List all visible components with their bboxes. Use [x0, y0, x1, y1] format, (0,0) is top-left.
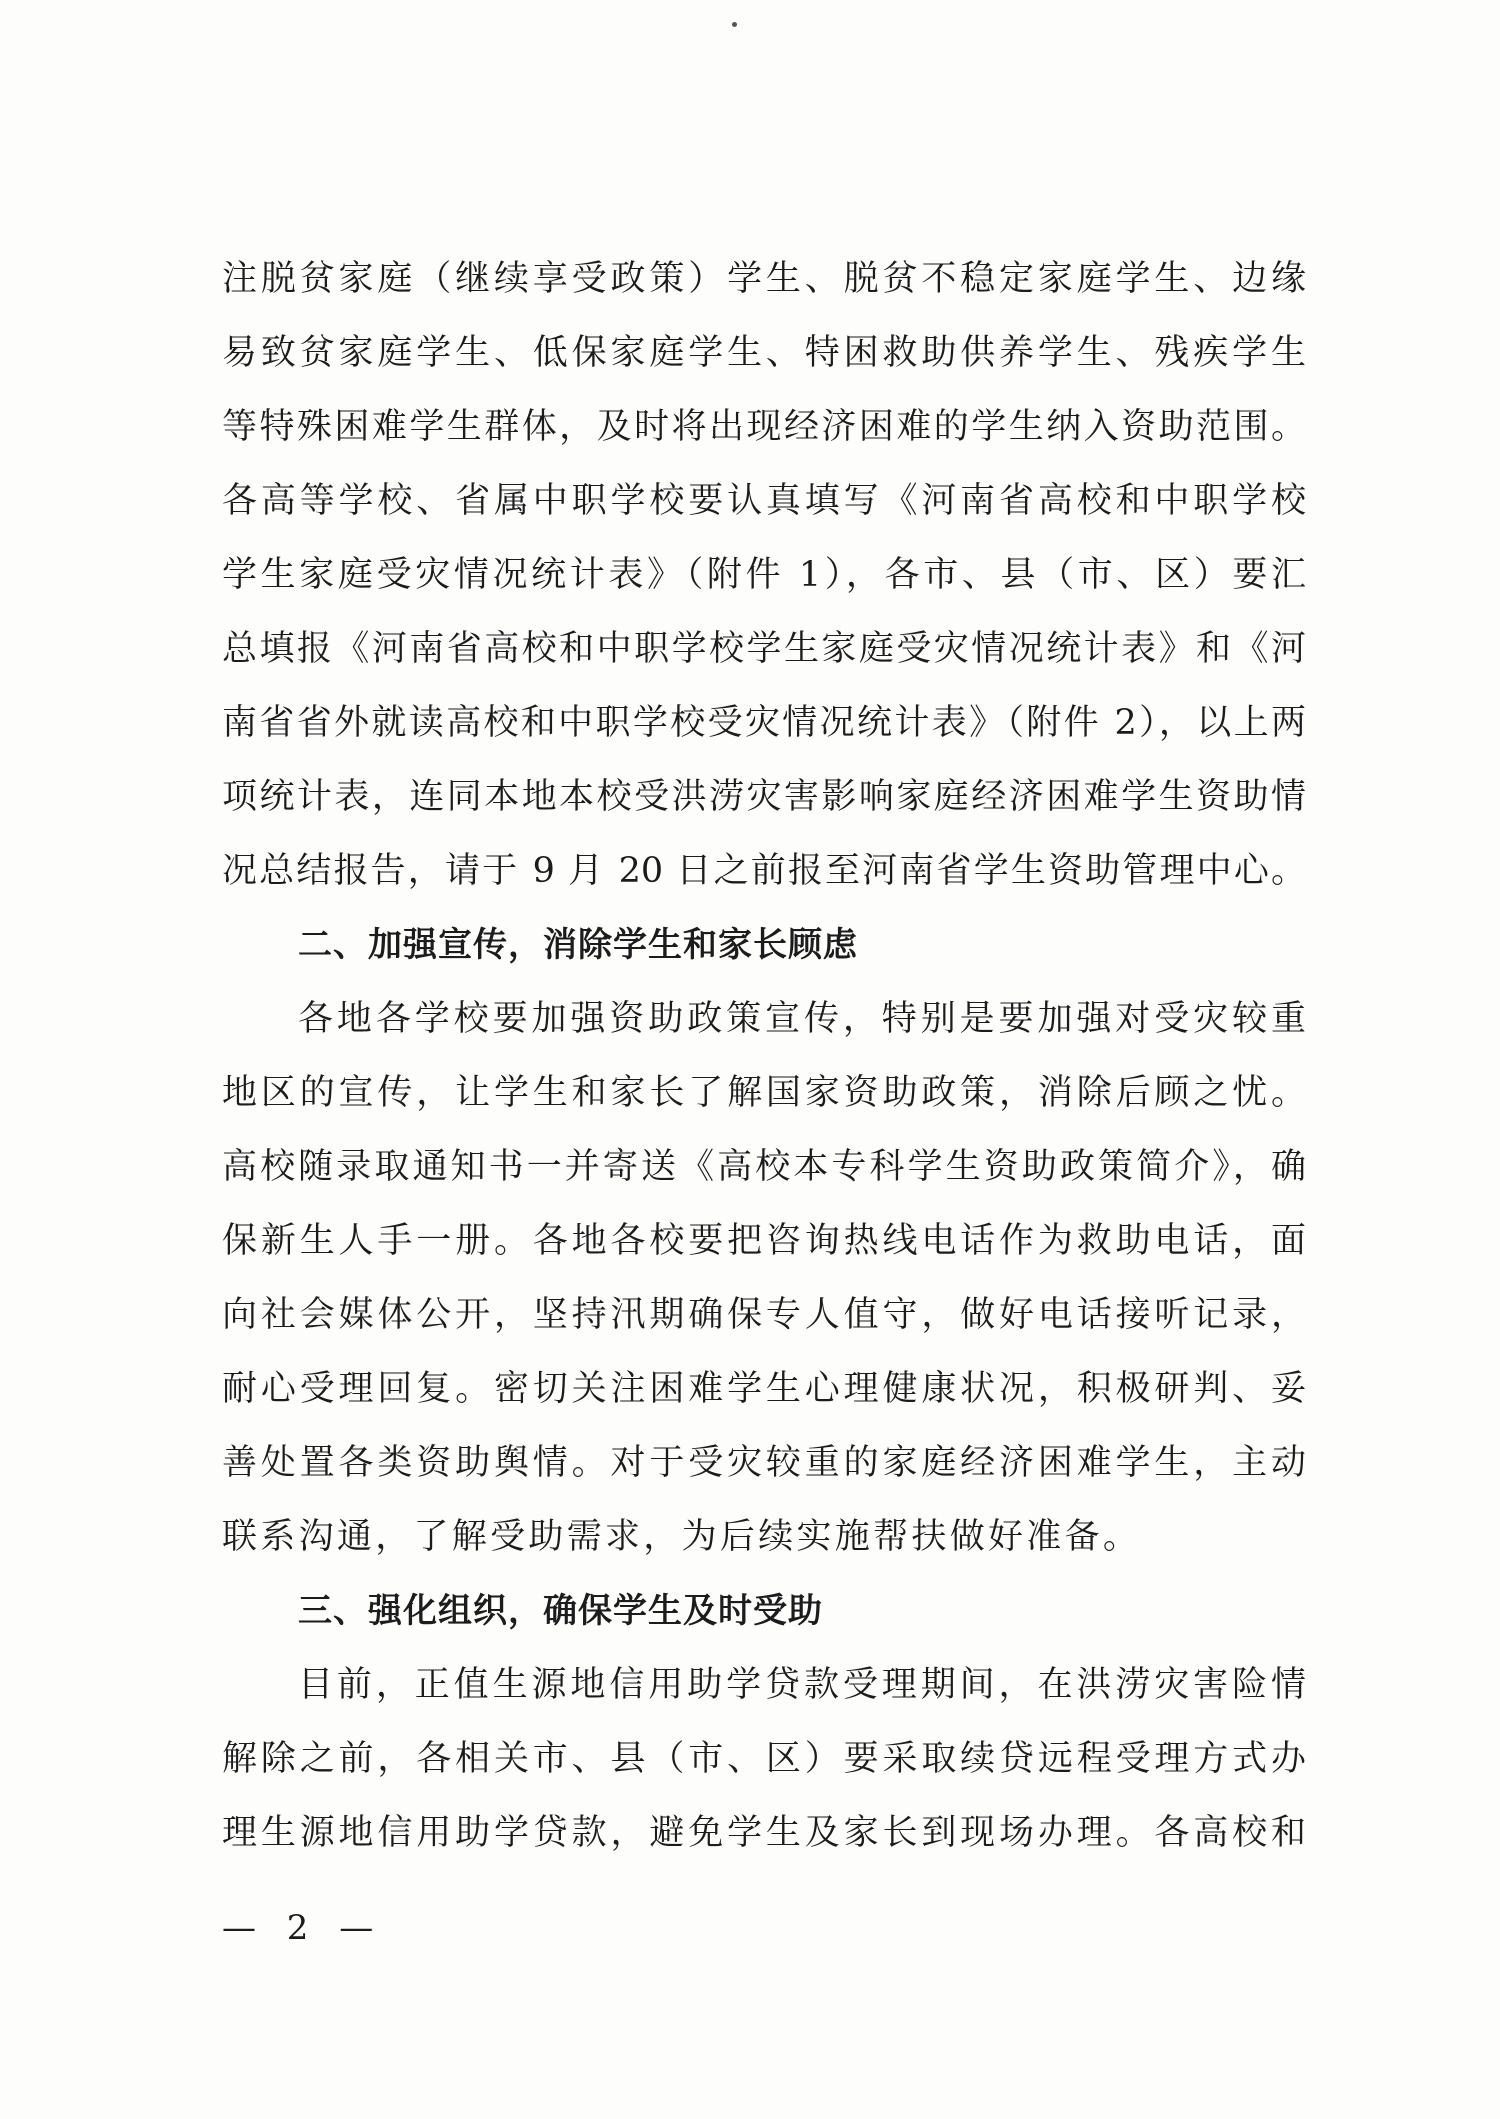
paragraph-line: 易致贫家庭学生、低保家庭学生、特困救助供养学生、残疾学生 [222, 333, 1306, 373]
paragraph-line: 解除之前，各相关市、县（市、区）要采取续贷远程受理方式办 [222, 1739, 1306, 1779]
paragraph-line: 理生源地信用助学贷款，避免学生及家长到现场办理。各高校和 [222, 1813, 1306, 1853]
paragraph-line: 等特殊困难学生群体，及时将出现经济困难的学生纳入资助范围。 [222, 407, 1306, 447]
scan-speck [732, 22, 737, 27]
paragraph-line: 学生家庭受灾情况统计表》（附件 1），各市、县（市、区）要汇 [222, 555, 1306, 595]
paragraph-line: 各地各学校要加强资助政策宣传，特别是要加强对受灾较重 [298, 999, 1306, 1039]
paragraph-line: 各高等学校、省属中职学校要认真填写《河南省高校和中职学校 [222, 481, 1306, 521]
document-body [222, 242, 1306, 1870]
paragraph-line: 保新生人手一册。各地各校要把咨询热线电话作为救助电话，面 [222, 1221, 1306, 1261]
paragraph-line: 高校随录取通知书一并寄送《高校本专科学生资助政策简介》，确 [222, 1147, 1306, 1187]
paragraph-line: 善处置各类资助舆情。对于受灾较重的家庭经济困难学生，主动 [222, 1443, 1306, 1483]
paragraph-line-last: 联系沟通，了解受助需求，为后续实施帮扶做好准备。 [222, 1517, 1142, 1557]
paragraph-line: 目前，正值生源地信用助学贷款受理期间，在洪涝灾害险情 [298, 1665, 1306, 1705]
section-heading-3: 三、强化组织，确保学生及时受助 [298, 1591, 823, 1631]
paragraph-line: 总填报《河南省高校和中职学校学生家庭受灾情况统计表》和《河 [222, 629, 1306, 669]
paragraph-line: 况总结报告，请于 9 月 20 日之前报至河南省学生资助管理中心。 [222, 851, 1306, 891]
paragraph-line: 注脱贫家庭（继续享受政策）学生、脱贫不稳定家庭学生、边缘 [222, 259, 1306, 299]
paragraph-line: 耐心受理回复。密切关注困难学生心理健康状况，积极研判、妥 [222, 1369, 1306, 1409]
section-heading-2: 二、加强宣传，消除学生和家长顾虑 [298, 925, 858, 965]
page-number: — 2 — [222, 1908, 384, 1948]
paragraph-line: 地区的宣传，让学生和家长了解国家资助政策，消除后顾之忧。 [222, 1073, 1306, 1113]
paragraph-line: 项统计表，连同本地本校受洪涝灾害影响家庭经济困难学生资助情 [222, 777, 1306, 817]
paragraph-line: 向社会媒体公开，坚持汛期确保专人值守，做好电话接听记录， [222, 1295, 1306, 1335]
paragraph-line: 南省省外就读高校和中职学校受灾情况统计表》（附件 2），以上两 [222, 703, 1306, 743]
